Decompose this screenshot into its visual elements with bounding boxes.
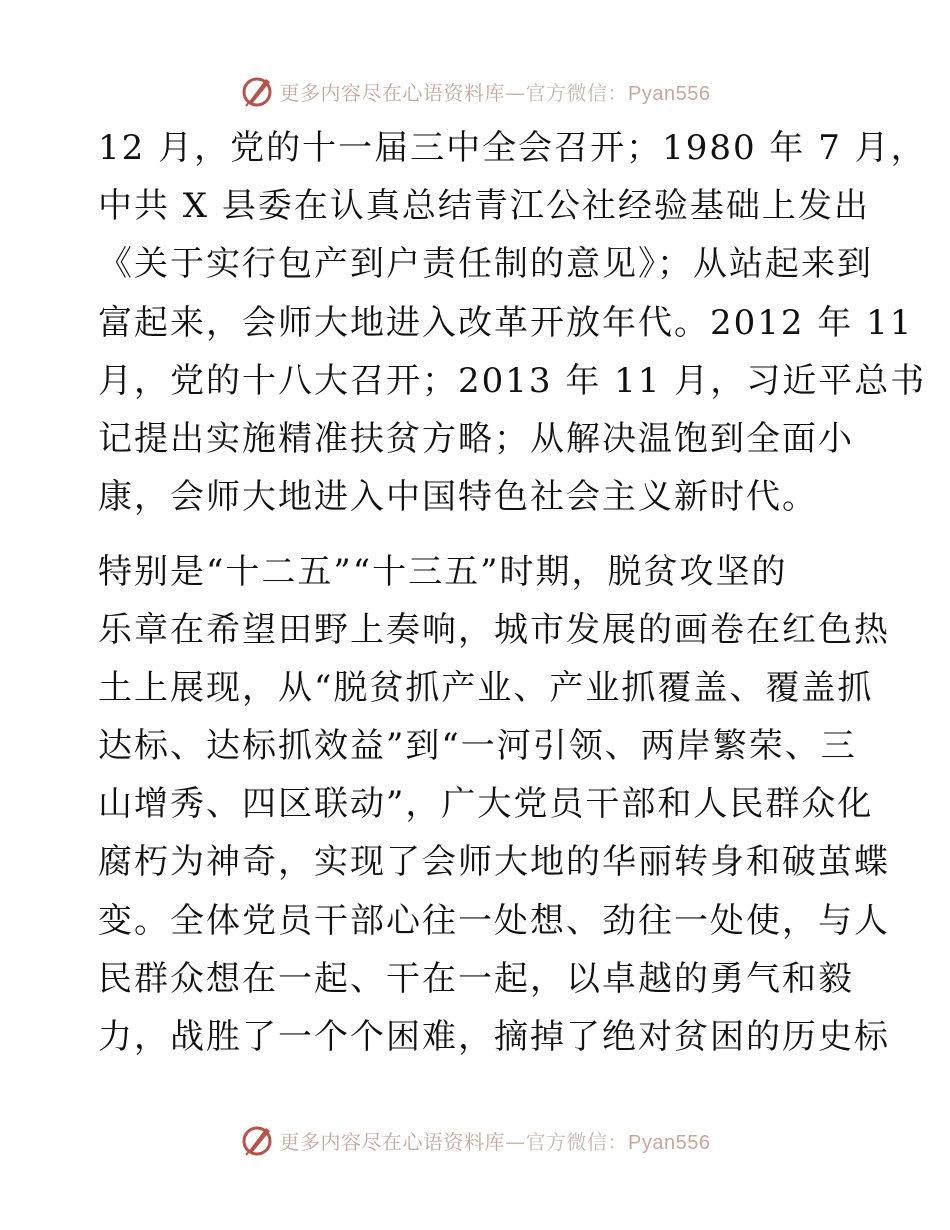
watermark-site-text: 更多内容尽在心语资料库: [279, 80, 506, 105]
watermark-separator: —: [505, 80, 526, 105]
text-line: 民群众想在一起、干在一起，以卓越的勇气和毅: [98, 959, 854, 999]
footer-watermark: [0, 1120, 950, 1160]
text-line: 腐朽为神奇，实现了会师大地的华丽转身和破茧蝶: [98, 842, 890, 882]
text-line: 月，党的十八大召开；2013 年 11 月，习近平总书: [98, 361, 927, 401]
text-line: 土上展现，从“脱贫抓产业、产业抓覆盖、覆盖抓: [98, 668, 874, 708]
watermark-wechat-id: Pyan556: [628, 1131, 711, 1154]
text-line: 《关于实行包产到户责任制的意见》；从站起来到: [98, 244, 873, 284]
text-line: 中共 X 县委在认真总结青江公社经验基础上发出: [98, 186, 870, 226]
text-line: 山增秀、四区联动”，广大党员干部和人民群众化: [98, 784, 874, 824]
text-line: 特别是“十二五”“十三五”时期，脱贫攻坚的: [98, 552, 788, 592]
text-line: 富起来，会师大地进入改革开放年代。2012 年 11: [98, 303, 914, 343]
text-line: 达标、达标抓效益”到“一河引领、两岸繁荣、三: [98, 726, 857, 766]
text-line: 变。全体党员干部心往一处想、劲往一处使，与人: [98, 901, 890, 941]
watermark-wechat-id: Pyan556: [628, 82, 711, 105]
text-line: 记提出实施精准扶贫方略；从解决温饱到全面小: [98, 419, 854, 459]
text-line: 乐章在希望田野上奏响，城市发展的画卷在红色热: [98, 610, 890, 650]
header-watermark: [0, 71, 950, 111]
text-line: 力，战胜了一个个困难，摘掉了绝对贫困的历史标: [98, 1017, 890, 1057]
watermark-official-text: 官方微信：: [525, 80, 629, 105]
quill-pen-logo-icon: [240, 73, 276, 109]
watermark-official-text: 官方微信：: [525, 1129, 629, 1154]
quill-pen-logo-icon: [240, 1122, 276, 1158]
watermark-separator: —: [505, 1129, 526, 1154]
text-line: 12 月，党的十一届三中全会召开；1980 年 7 月，: [98, 128, 927, 168]
watermark-site-text: 更多内容尽在心语资料库: [279, 1129, 506, 1154]
text-line: 康，会师大地进入中国特色社会主义新时代。: [98, 477, 818, 517]
